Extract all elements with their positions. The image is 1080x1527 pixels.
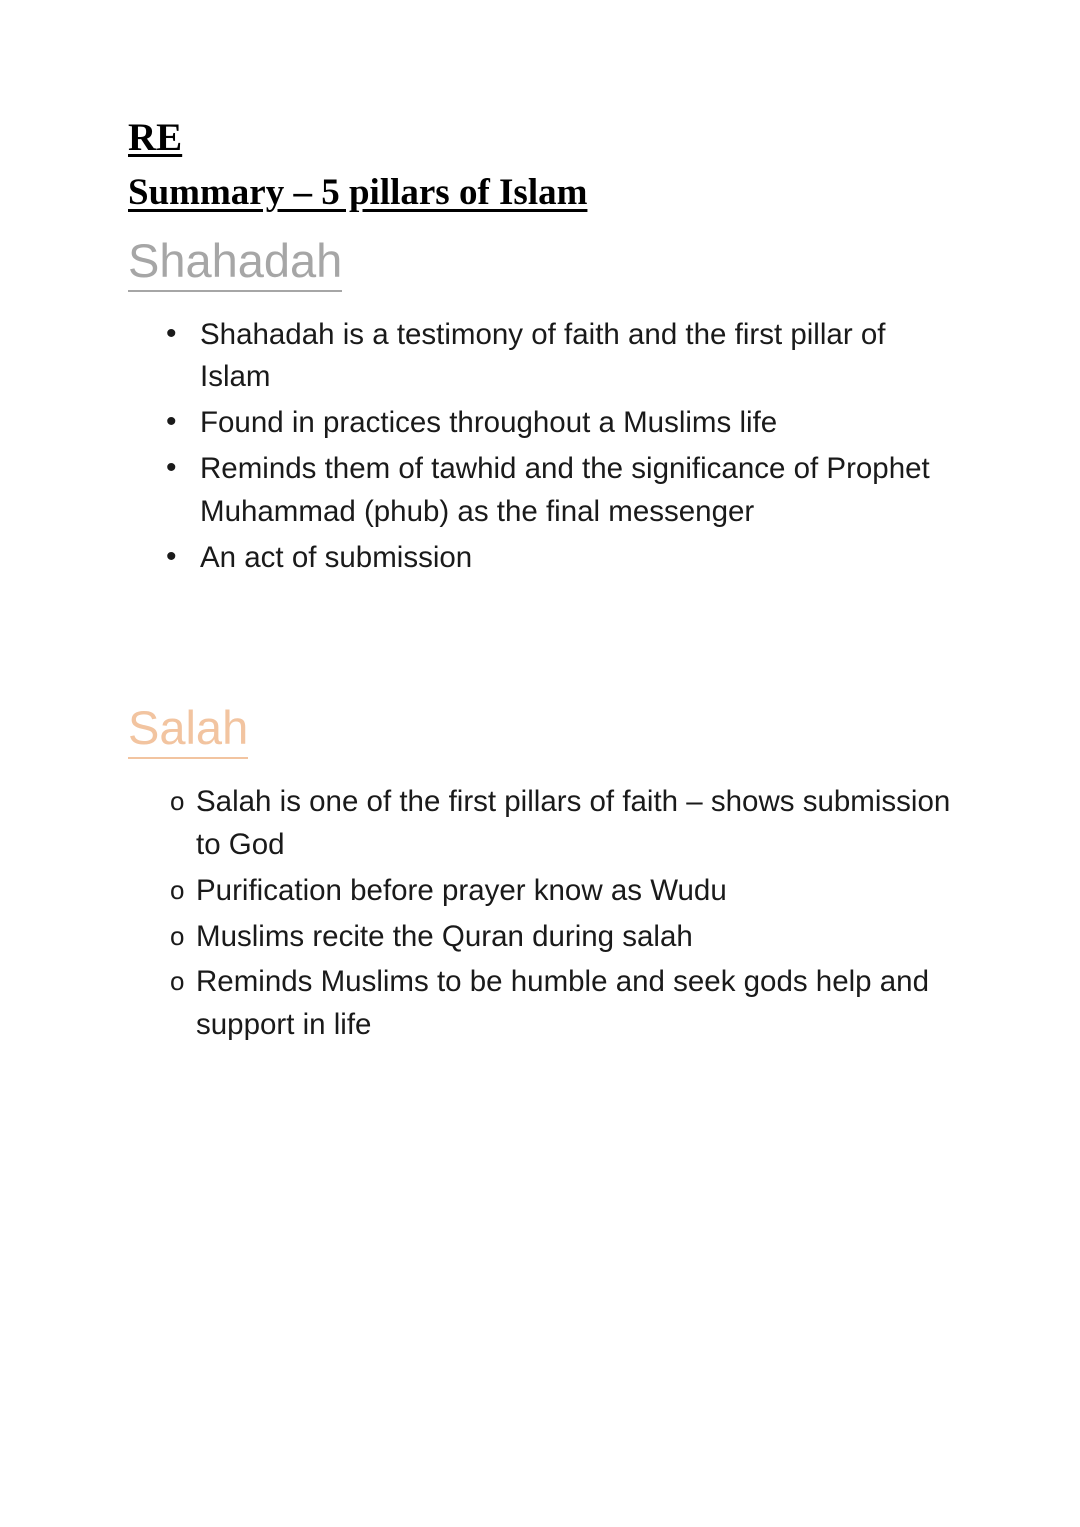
list-item-text: An act of submission <box>200 540 473 574</box>
list-item <box>128 314 952 400</box>
list-item-text: Reminds them of tawhid and the significance of Prophet Muhammad (phub) as the final messenger <box>200 451 930 528</box>
list-item <box>128 537 952 580</box>
shahadah-bullet-list <box>128 314 952 580</box>
document-subtitle: Summary – 5 pillars of Islam <box>128 171 588 213</box>
section-heading-shahadah: Shahadah <box>128 234 342 292</box>
salah-bullet-list <box>128 781 952 1047</box>
list-item-text: Salah is one of the first pillars of faith – shows submission to God <box>196 785 951 862</box>
list-item <box>128 448 952 534</box>
list-item <box>128 870 952 913</box>
list-item-text: Muslims recite the Quran during salah <box>196 919 693 953</box>
section-salah <box>128 701 952 1047</box>
section-heading-salah: Salah <box>128 701 248 759</box>
list-item <box>128 402 952 445</box>
list-item <box>128 961 952 1047</box>
section-shahadah <box>128 234 952 580</box>
page-title: RE <box>128 116 183 159</box>
list-item <box>128 916 952 959</box>
list-item <box>128 781 952 867</box>
subtitle-row <box>128 173 952 224</box>
list-item-text: Purification before prayer know as Wudu <box>196 873 727 907</box>
list-item-text: Shahadah is a testimony of faith and the first pillar of Islam <box>200 317 886 394</box>
list-item-text: Found in practices throughout a Muslims life <box>200 406 778 440</box>
list-item-text: Reminds Muslims to be humble and seek gods help and support in life <box>196 965 929 1042</box>
